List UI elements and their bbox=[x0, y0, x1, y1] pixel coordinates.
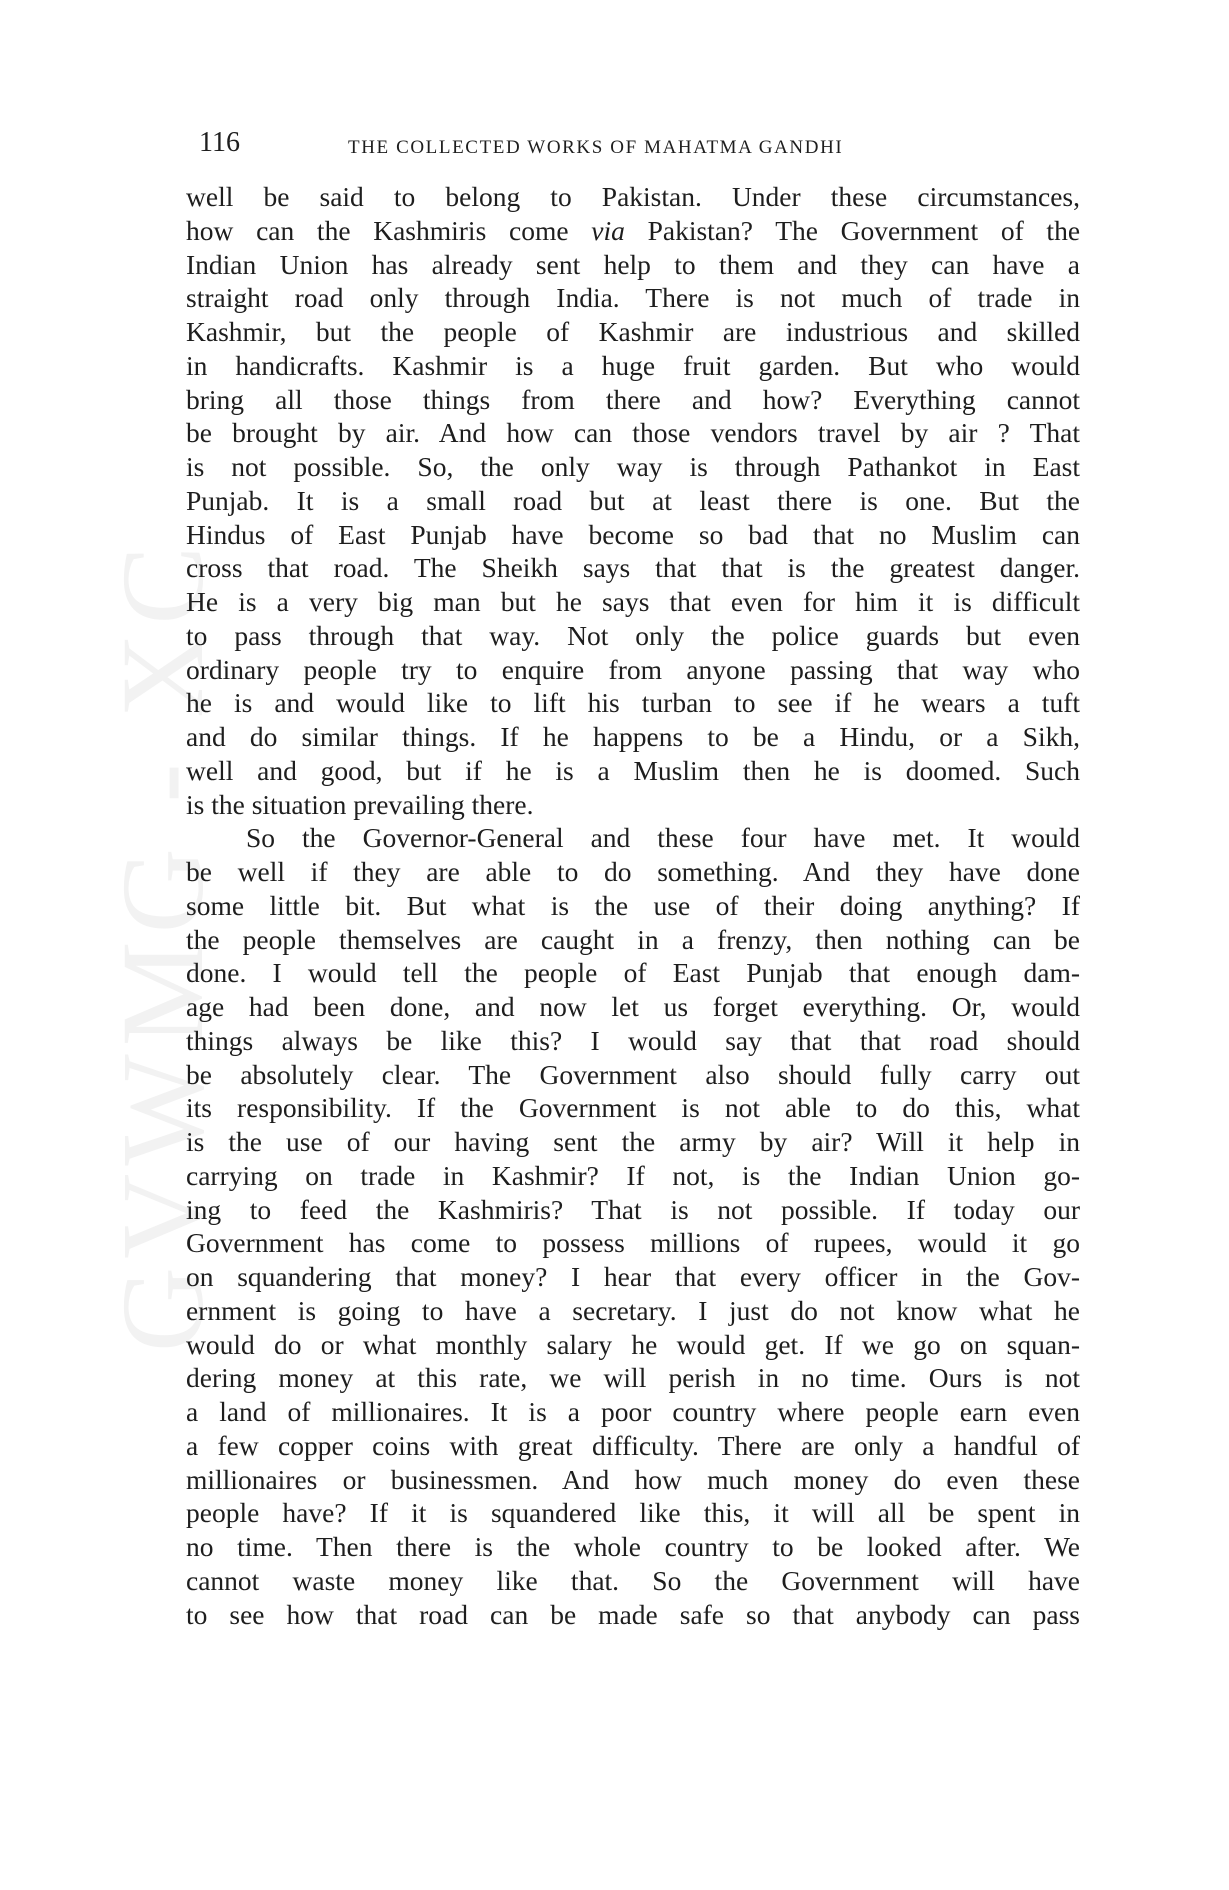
text-line: on squandering that money? I hear that every officer in the Gov- bbox=[186, 1261, 1080, 1292]
text-line: he is and would like to lift his turban to see if he wears a tuft bbox=[186, 687, 1080, 719]
text-line: would do or what monthly salary he would get. If we go on squan- bbox=[186, 1328, 1080, 1360]
italic-word: via bbox=[591, 214, 625, 246]
text-line: be brought by air. And how can those vendors travel by air ? That bbox=[186, 417, 1080, 449]
text-line: a few copper coins with great difficulty. There are only a handful of bbox=[186, 1429, 1080, 1461]
text-line: Punjab. It is a small road but at least there is one. But the bbox=[186, 484, 1080, 516]
running-head bbox=[199, 127, 944, 167]
text-line: cross that road. The Sheikh says that that is the greatest danger. bbox=[186, 552, 1080, 584]
text-line: is the use of our having sent the army by air? Will it help in bbox=[186, 1126, 1080, 1157]
text-line: is the situation prevailing there. bbox=[186, 788, 534, 820]
text-line bbox=[186, 214, 1080, 248]
text-line: So the Governor-General and these four have met. It would bbox=[246, 822, 1080, 854]
text-line: Government has come to possess millions of rupees, would it go bbox=[186, 1227, 1080, 1259]
text-line: bring all those things from there and how? Everything cannot bbox=[186, 383, 1080, 415]
text-line: carrying on trade in Kashmir? If not, is the Indian Union go- bbox=[186, 1159, 1080, 1191]
text-line: straight road only through India. There is not much of trade in bbox=[186, 282, 1080, 314]
text-line: some little bit. But what is the use of their doing anything? If bbox=[186, 889, 1080, 921]
text-line: Kashmir, but the people of Kashmir are industrious and skilled bbox=[186, 316, 1080, 347]
text-line: its responsibility. If the Government is not able to do this, what bbox=[186, 1092, 1080, 1124]
text-line: to see how that road can be made safe so that anybody can pass bbox=[186, 1598, 1080, 1630]
text-line: He is a very big man but he says that even for him it is difficult bbox=[186, 586, 1080, 617]
text-line: dering money at this rate, we will perish in no time. Ours is not bbox=[186, 1362, 1080, 1394]
text-line: Hindus of East Punjab have become so bad that no Muslim can bbox=[186, 518, 1080, 550]
text-line: is not possible. So, the only way is through Pathankot in East bbox=[186, 451, 1080, 482]
page-number: 116 bbox=[199, 127, 240, 158]
text-line: Indian Union has already sent help to them and they can have a bbox=[186, 248, 1080, 280]
text-line: ordinary people try to enquire from anyone passing that way who bbox=[186, 653, 1080, 685]
text-line: ernment is going to have a secretary. I just do not know what he bbox=[186, 1294, 1080, 1326]
text-line: in handicrafts. Kashmir is a huge fruit garden. But who would bbox=[186, 349, 1080, 381]
text-line: and do similar things. If he happens to be a Hindu, or a Sikh, bbox=[186, 721, 1080, 752]
text-line: no time. Then there is the whole country to be looked after. We bbox=[186, 1531, 1080, 1562]
text-line: millionaires or businessmen. And how much money do even these bbox=[186, 1463, 1080, 1495]
book-title: THE COLLECTED WORKS OF MAHATMA GANDHI bbox=[348, 137, 844, 158]
watermark-text: GVWMG - XC bbox=[97, 537, 228, 1353]
text-line: be well if they are able to do something. And they have done bbox=[186, 856, 1080, 887]
text-line: the people themselves are caught in a frenzy, then nothing can be bbox=[186, 923, 1080, 955]
text-line: be absolutely clear. The Government also should fully carry out bbox=[186, 1058, 1080, 1090]
text-line: ing to feed the Kashmiris? That is not possible. If today our bbox=[186, 1193, 1080, 1225]
text-line: cannot waste money like that. So the Government will have bbox=[186, 1564, 1080, 1596]
text-fragment: Pakistan? The Government of the bbox=[647, 214, 1080, 246]
text-line: done. I would tell the people of East Punjab that enough dam- bbox=[186, 957, 1080, 989]
text-fragment: how can the Kashmiris come bbox=[186, 214, 569, 246]
text-line: age had been done, and now let us forget everything. Or, would bbox=[186, 991, 1080, 1022]
body-text bbox=[186, 180, 1080, 1631]
text-line: a land of millionaires. It is a poor country where people earn even bbox=[186, 1396, 1080, 1427]
text-line: well be said to belong to Pakistan. Under these circumstances, bbox=[186, 181, 1080, 212]
text-line: people have? If it is squandered like this, it will all be spent in bbox=[186, 1497, 1080, 1529]
text-line: well and good, but if he is a Muslim then he is doomed. Such bbox=[186, 754, 1080, 786]
text-line: to pass through that way. Not only the police guards but even bbox=[186, 619, 1080, 651]
text-line: things always be like this? I would say that that road should bbox=[186, 1024, 1080, 1056]
